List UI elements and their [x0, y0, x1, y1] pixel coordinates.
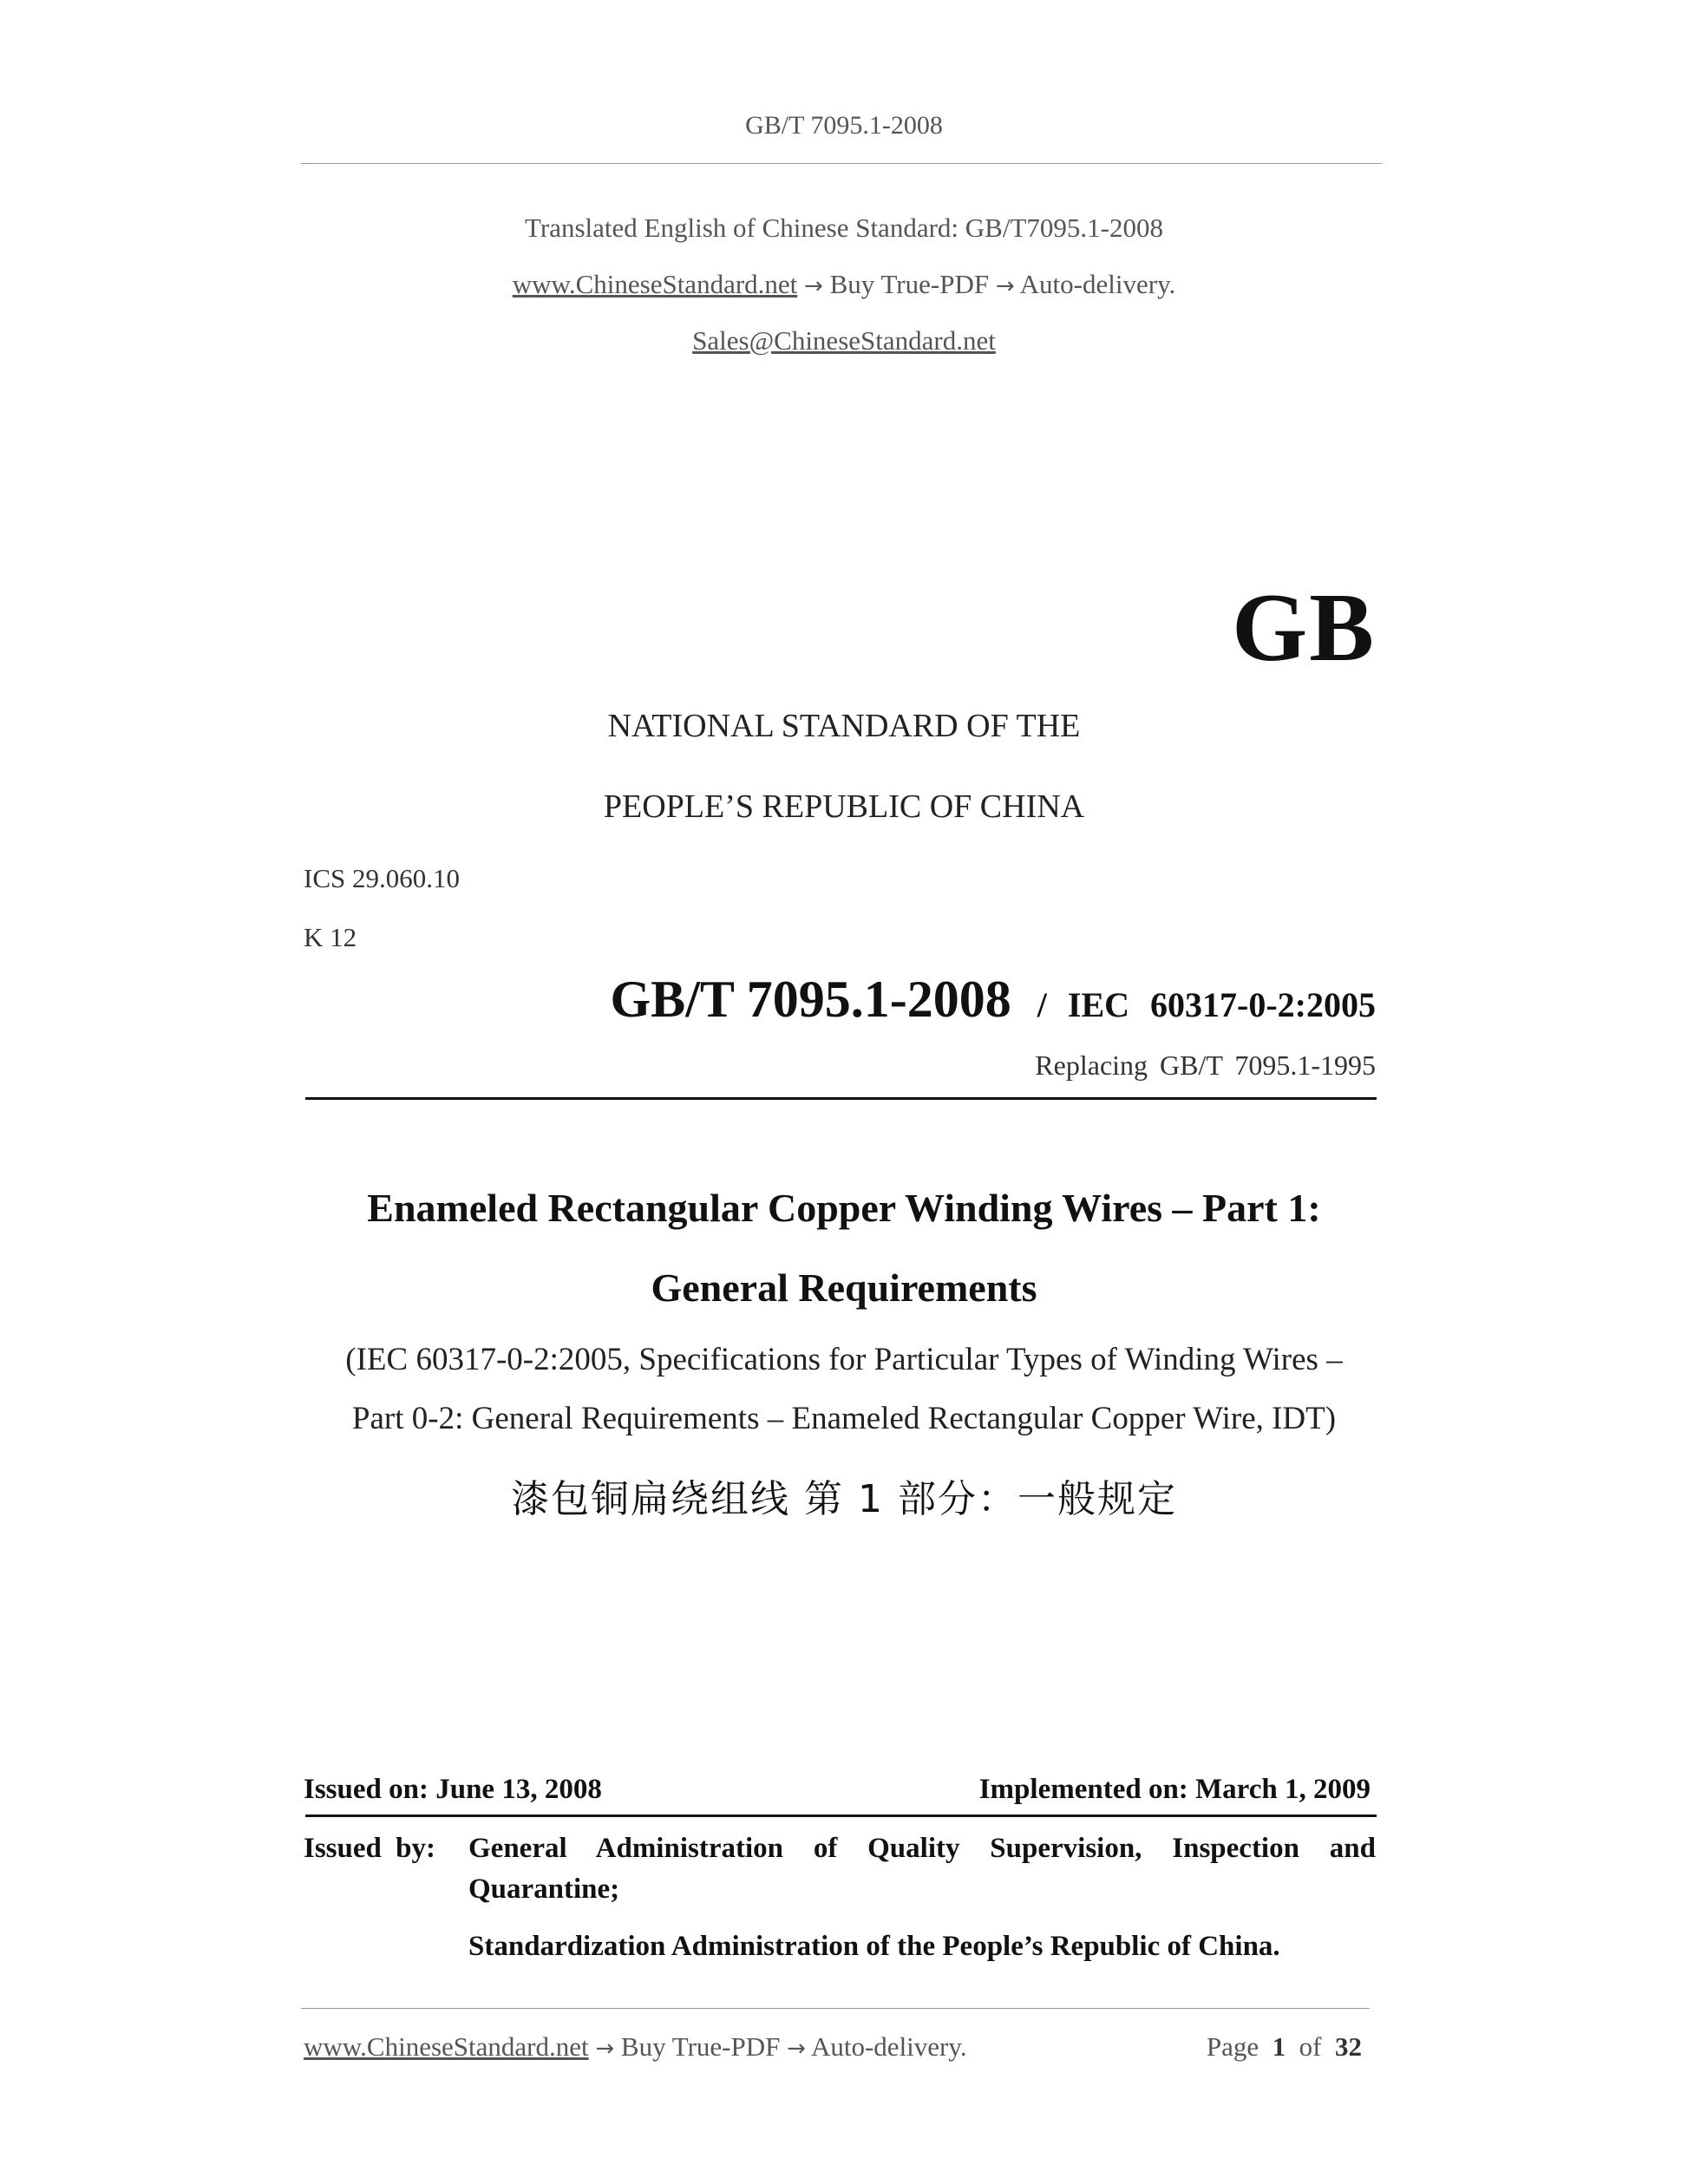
arrow-right-icon: → [995, 273, 1015, 299]
page-of: of [1299, 2031, 1322, 2062]
title-line2: General Requirements [651, 1265, 1037, 1310]
page-label: Page [1206, 2031, 1259, 2062]
implemented-date: Implemented on: March 1, 2009 [978, 1774, 1371, 1805]
issued-date: Issued on: June 13, 2008 [304, 1774, 602, 1805]
arrow-right-icon: → [595, 2036, 615, 2062]
footer-delivery-text: Auto-delivery. [810, 2031, 967, 2062]
footer-site-link[interactable]: www.ChineseStandard.net [304, 2031, 589, 2062]
chinese-title: 漆包铜扁绕组线 第 1 部分：一般规定 [511, 1477, 1177, 1521]
title-line1: Enameled Rectangular Copper Winding Wires – Part 1: [367, 1186, 1321, 1230]
arrow-right-icon: → [787, 2036, 806, 2062]
header-divider [301, 163, 1382, 164]
issued-by-label: Issued by: [304, 1833, 435, 1864]
site-link[interactable]: www.ChineseStandard.net [512, 269, 798, 299]
page-number [1207, 2031, 1362, 2063]
issuer-line1: General Administration of Quality Supervision, Inspection and [468, 1833, 1376, 1864]
translation-links [0, 269, 1688, 300]
national-standard-line1: NATIONAL STANDARD OF THE [607, 708, 1081, 744]
auto-delivery-text: Auto-delivery. [1019, 269, 1176, 299]
dates-divider [305, 1815, 1377, 1817]
sales-email-link[interactable]: Sales@ChineseStandard.net [692, 325, 996, 356]
footer-links [304, 2031, 967, 2063]
national-standard-line2: PEOPLE’S REPUBLIC OF CHINA [603, 788, 1085, 825]
footer-buy-text: Buy True-PDF [620, 2031, 781, 2062]
ccs-code: K 12 [304, 922, 357, 952]
buy-pdf-text: Buy True-PDF [829, 269, 990, 299]
page-total: 32 [1335, 2031, 1362, 2062]
translation-notice: Translated English of Chinese Standard: GB/T7095.1-2008 [525, 213, 1163, 243]
arrow-right-icon: → [804, 273, 823, 299]
page-current: 1 [1272, 2031, 1286, 2062]
email-row [0, 325, 1688, 356]
subtitle-line1: (IEC 60317-0-2:2005, Specifications for Particular Types of Winding Wires – [345, 1342, 1343, 1377]
issuer-line2: Quarantine; [468, 1873, 620, 1905]
footer-divider [301, 2008, 1370, 2009]
standard-code [611, 970, 1377, 1030]
page-header-title: GB/T 7095.1-2008 [745, 111, 943, 140]
code-divider [305, 1097, 1377, 1100]
issuer-line3: Standardization Administration of the People’s Republic of China. [468, 1931, 1280, 1962]
subtitle-line2: Part 0-2: General Requirements – Enameled Rectangular Copper Wire, IDT) [351, 1401, 1337, 1436]
iec-equivalent: IEC 60317-0-2:2005 [1067, 985, 1376, 1024]
standard-number: GB/T 7095.1-2008 [610, 971, 1011, 1028]
gb-logo-mark: GB [1232, 574, 1376, 682]
ics-code: ICS 29.060.10 [304, 863, 460, 893]
replacing-standard: Replacing GB/T 7095.1-1995 [1035, 1049, 1376, 1081]
code-separator: / [1037, 985, 1047, 1024]
